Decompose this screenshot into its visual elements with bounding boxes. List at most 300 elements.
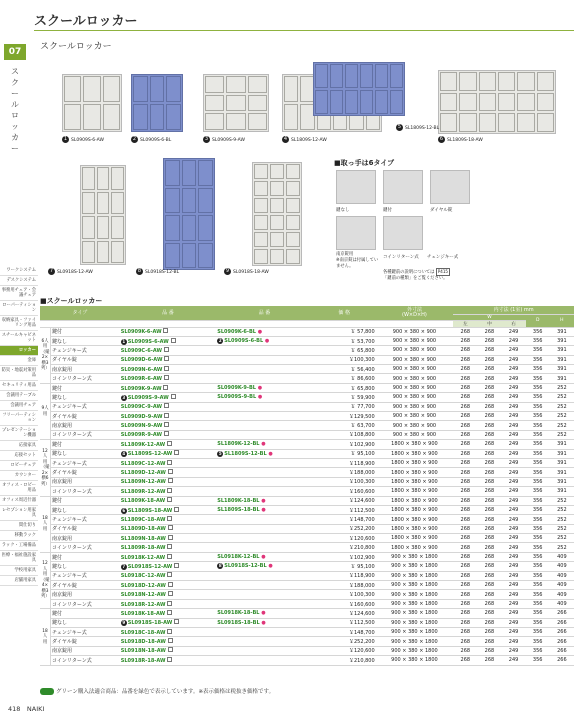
table-row <box>40 637 574 646</box>
type-cell: 鍵なし <box>50 449 119 458</box>
group-label: 6人用（縦2×横3列） <box>40 327 50 383</box>
table-row <box>40 393 574 402</box>
inner-h-cell: 391 <box>550 440 574 449</box>
type-cell: コインリターン式 <box>50 374 119 383</box>
code-bl-cell <box>216 581 313 590</box>
nav-item[interactable]: オフィス・ロビー用品 <box>0 481 38 496</box>
code-bl-cell <box>216 524 313 533</box>
code-bl-cell <box>216 515 313 524</box>
nav-item[interactable]: 医療・福祉施設家具 <box>0 551 38 566</box>
price-cell: ￥120,600 <box>313 534 376 543</box>
handle-label-change: チェンジキー式 <box>427 255 459 260</box>
nav-item[interactable]: 間仕切り <box>0 521 38 531</box>
inner-m-cell: 268 <box>477 477 501 486</box>
inner-l-cell: 268 <box>453 430 477 439</box>
new-mark-icon: ● <box>261 507 266 514</box>
nav-item[interactable]: スチールキャビネット <box>0 331 38 346</box>
checkbox-icon <box>164 422 169 427</box>
nav-item[interactable]: 金庫 <box>0 356 38 366</box>
inner-m-cell: 268 <box>477 543 501 552</box>
inner-r-cell: 249 <box>502 543 526 552</box>
locker-photo-7 <box>80 165 126 265</box>
type-cell: 鍵なし <box>50 618 119 627</box>
dims-cell: 900 × 380 × 1800 <box>376 618 454 627</box>
type-cell: 鍵付 <box>50 552 119 561</box>
inner-r-cell: 249 <box>502 571 526 580</box>
inner-l-cell: 268 <box>453 637 477 646</box>
inner-d-cell: 356 <box>526 496 550 505</box>
inner-l-cell: 268 <box>453 421 477 430</box>
inner-h-cell: 409 <box>550 590 574 599</box>
inner-r-cell: 249 <box>502 637 526 646</box>
code-aw-cell: 1 SL0909S-6-AW <box>120 336 217 345</box>
table-row <box>40 543 574 552</box>
code-aw-cell: SL1809N-18-AW <box>120 534 217 543</box>
new-mark-icon: ● <box>261 619 266 626</box>
inner-m-cell: 268 <box>477 646 501 655</box>
price-cell: ￥ 63,700 <box>313 421 376 430</box>
inner-h-cell: 252 <box>550 383 574 392</box>
inner-m-cell: 268 <box>477 496 501 505</box>
inner-l-cell: 268 <box>453 590 477 599</box>
checkbox-icon <box>164 356 169 361</box>
inner-d-cell: 356 <box>526 571 550 580</box>
group-label: 12人用（縦2×横6列） <box>40 440 50 496</box>
nav-item[interactable]: 応接セット <box>0 451 38 461</box>
inner-r-cell: 249 <box>502 402 526 411</box>
checkbox-icon <box>168 647 173 652</box>
code-aw-cell: SL0909C-9-AW <box>120 402 217 411</box>
group-label: 18人用 <box>40 496 50 552</box>
inner-d-cell: 356 <box>526 637 550 646</box>
inner-h-cell: 252 <box>550 421 574 430</box>
chapter-vertical-label: スクールロッカー <box>11 67 19 153</box>
code-bl-cell <box>216 628 313 637</box>
inner-h-cell: 252 <box>550 543 574 552</box>
inner-r-cell: 249 <box>502 505 526 514</box>
new-mark-icon: ● <box>257 394 263 401</box>
dims-cell: 900 × 380 × 1800 <box>376 562 454 571</box>
inner-r-cell: 249 <box>502 393 526 402</box>
table-row <box>40 402 574 411</box>
inner-h-cell: 266 <box>550 656 574 665</box>
table-row <box>40 440 574 449</box>
code-bl-cell <box>216 487 313 496</box>
nav-item[interactable]: 事務用チェア・会議チェア <box>0 286 38 301</box>
title-rule <box>34 30 574 31</box>
dims-cell: 1800 × 380 × 900 <box>376 524 454 533</box>
table-row <box>40 468 574 477</box>
nav-item[interactable]: 会議用テーブル <box>0 391 38 401</box>
green-purchase-note: グリーン購入法適合商品：品番を緑色で表示しています。※表示価格は税抜き価格です。 <box>40 687 274 695</box>
type-cell: コインリターン式 <box>50 543 119 552</box>
inner-m-cell: 268 <box>477 412 501 421</box>
nav-item[interactable]: 店舗用家具 <box>0 576 38 586</box>
price-cell: ￥188,000 <box>313 581 376 590</box>
code-aw-cell: SL0918C-18-AW <box>120 628 217 637</box>
inner-d-cell: 356 <box>526 440 550 449</box>
type-cell: 南京錠用 <box>50 534 119 543</box>
nav-item[interactable]: レセプション用家具 <box>0 506 38 521</box>
header-h: H <box>550 314 574 327</box>
inner-h-cell: 391 <box>550 468 574 477</box>
inner-d-cell: 356 <box>526 524 550 533</box>
section-title: スクールロッカー <box>40 42 112 52</box>
table-row <box>40 656 574 665</box>
table-row <box>40 458 574 467</box>
checkbox-icon <box>167 516 172 521</box>
inner-h-cell: 252 <box>550 412 574 421</box>
inner-d-cell: 356 <box>526 581 550 590</box>
inner-h-cell: 391 <box>550 374 574 383</box>
nav-item[interactable]: 収納家具・ファイリング用品 <box>0 316 38 331</box>
code-aw-cell: SL0909N-6-AW <box>120 365 217 374</box>
inner-l-cell: 268 <box>453 402 477 411</box>
header-code-aw: 品 番 <box>120 306 217 320</box>
inner-d-cell: 356 <box>526 346 550 355</box>
code-bl-cell: SL1809K-12-BL ● <box>216 440 313 449</box>
code-aw-cell: SL0909N-9-AW <box>120 421 217 430</box>
category-index <box>0 266 38 586</box>
type-cell: コインリターン式 <box>50 487 119 496</box>
new-mark-icon: ● <box>257 385 263 392</box>
chapter-number: 07 <box>4 44 26 60</box>
inner-l-cell: 268 <box>453 374 477 383</box>
inner-l-cell: 268 <box>453 543 477 552</box>
inner-h-cell: 391 <box>550 487 574 496</box>
inner-d-cell: 356 <box>526 383 550 392</box>
inner-m-cell: 268 <box>477 524 501 533</box>
code-aw-cell: SL0909D-6-AW <box>120 355 217 364</box>
nav-item[interactable]: ロビーチェア <box>0 461 38 471</box>
code-aw-cell: SL0918K-18-AW <box>120 609 217 618</box>
inner-l-cell: 268 <box>453 599 477 608</box>
type-cell: ダイヤル錠 <box>50 355 119 364</box>
inner-r-cell: 249 <box>502 628 526 637</box>
code-aw-cell: 9 SL0918S-18-AW <box>120 618 217 627</box>
dims-cell: 1800 × 380 × 900 <box>376 496 454 505</box>
checkbox-icon <box>168 525 173 530</box>
inner-h-cell: 391 <box>550 449 574 458</box>
checkbox-icon <box>167 610 172 615</box>
nav-item[interactable]: 会議用チェア <box>0 401 38 411</box>
type-cell: 南京錠用 <box>50 590 119 599</box>
lock-reference-note: 各種鍵前の説明については P415 「鍵前の種類」をご覧ください。 <box>383 269 448 281</box>
table-row <box>40 609 574 618</box>
checkbox-icon <box>167 601 172 606</box>
table-row <box>40 421 574 430</box>
inner-m-cell: 268 <box>477 656 501 665</box>
price-cell: ￥ 57,800 <box>313 327 376 336</box>
inner-m-cell: 268 <box>477 336 501 345</box>
header-d: D <box>526 314 550 327</box>
type-cell: ダイヤル錠 <box>50 581 119 590</box>
new-mark-icon: ● <box>268 450 273 457</box>
inner-m-cell: 268 <box>477 618 501 627</box>
inner-l-cell: 268 <box>453 628 477 637</box>
inner-r-cell: 249 <box>502 412 526 421</box>
type-cell: 南京錠用 <box>50 646 119 655</box>
dims-cell: 900 × 380 × 900 <box>376 346 454 355</box>
table-row <box>40 515 574 524</box>
nav-item[interactable]: カウンター <box>0 471 38 481</box>
price-cell: ￥118,900 <box>313 571 376 580</box>
table-row <box>40 374 574 383</box>
inner-d-cell: 356 <box>526 618 550 627</box>
inner-m-cell: 268 <box>477 590 501 599</box>
code-aw-cell: 4 SL1809S-12-AW <box>120 449 217 458</box>
nav-item[interactable]: オフィス周辺什器 <box>0 496 38 506</box>
nav-item[interactable]: セキュリティ用品 <box>0 381 38 391</box>
type-cell: 鍵付 <box>50 327 119 336</box>
inner-r-cell: 249 <box>502 440 526 449</box>
checkbox-icon <box>164 431 169 436</box>
inner-h-cell: 266 <box>550 628 574 637</box>
caption-7: 7 SL0918S-12-AW <box>49 268 93 275</box>
code-bl-cell <box>216 355 313 364</box>
price-cell: ￥129,500 <box>313 412 376 421</box>
dims-cell: 900 × 380 × 1800 <box>376 656 454 665</box>
dims-cell: 900 × 380 × 900 <box>376 374 454 383</box>
dims-cell: 1800 × 380 × 900 <box>376 449 454 458</box>
dims-cell: 900 × 380 × 900 <box>376 393 454 402</box>
table-row <box>40 628 574 637</box>
caption-1: 1 SL0909S-6-AW <box>63 136 104 143</box>
price-cell: ￥100,300 <box>313 590 376 599</box>
code-bl-cell <box>216 468 313 477</box>
table-row <box>40 449 574 458</box>
code-bl-cell: SL0909K-6-BL ● <box>216 327 313 336</box>
dims-cell: 1800 × 380 × 900 <box>376 534 454 543</box>
inner-m-cell: 268 <box>477 609 501 618</box>
header-mid: 中 <box>477 320 501 327</box>
nav-item[interactable]: 防災・地震対策用品 <box>0 366 38 381</box>
table-row <box>40 412 574 421</box>
header-right: 右 <box>502 320 526 327</box>
header-w: W <box>453 314 525 320</box>
inner-d-cell: 356 <box>526 609 550 618</box>
inner-m-cell: 268 <box>477 637 501 646</box>
price-cell: ￥ 59,900 <box>313 393 376 402</box>
code-aw-cell: SL0909R-9-AW <box>120 430 217 439</box>
checkbox-icon <box>167 441 172 446</box>
locker-photo-3 <box>203 74 269 132</box>
dims-cell: 900 × 380 × 900 <box>376 365 454 374</box>
code-aw-cell: SL1809R-18-AW <box>120 543 217 552</box>
inner-r-cell: 249 <box>502 468 526 477</box>
inner-d-cell: 356 <box>526 515 550 524</box>
checkbox-icon <box>167 460 172 465</box>
brand-name: NAIKI <box>26 705 45 713</box>
code-aw-cell: SL0918D-18-AW <box>120 637 217 646</box>
price-cell: ￥124,600 <box>313 609 376 618</box>
nav-item[interactable]: 移動ラック <box>0 531 38 541</box>
dims-cell: 900 × 380 × 1800 <box>376 628 454 637</box>
table-row <box>40 365 574 374</box>
type-cell: 鍵なし <box>50 505 119 514</box>
inner-l-cell: 268 <box>453 524 477 533</box>
nav-item[interactable]: ラック・工場備品 <box>0 541 38 551</box>
price-cell: ￥148,700 <box>313 515 376 524</box>
code-bl-cell <box>216 599 313 608</box>
checkbox-icon <box>167 657 172 662</box>
inner-m-cell: 268 <box>477 421 501 430</box>
checkbox-icon <box>164 413 169 418</box>
code-aw-cell: SL0918N-12-AW <box>120 590 217 599</box>
price-cell: ￥100,300 <box>313 477 376 486</box>
code-bl-cell: SL1809S-18-BL ● <box>216 505 313 514</box>
dims-cell: 900 × 380 × 900 <box>376 327 454 336</box>
inner-l-cell: 268 <box>453 618 477 627</box>
inner-h-cell: 391 <box>550 327 574 336</box>
inner-l-cell: 268 <box>453 355 477 364</box>
type-cell: 鍵付 <box>50 609 119 618</box>
checkbox-icon <box>167 544 172 549</box>
inner-d-cell: 356 <box>526 646 550 655</box>
code-aw-cell: SL1809D-12-AW <box>120 468 217 477</box>
nav-item[interactable]: プレゼンテーション機器 <box>0 426 38 441</box>
caption-6: 6 SL1809S-18-AW <box>439 136 483 143</box>
checkbox-icon <box>168 535 173 540</box>
checkbox-icon <box>174 507 179 512</box>
handle-keyless-image <box>336 170 376 204</box>
inner-m-cell: 268 <box>477 468 501 477</box>
code-bl-cell <box>216 374 313 383</box>
inner-l-cell: 268 <box>453 327 477 336</box>
inner-m-cell: 268 <box>477 458 501 467</box>
inner-h-cell: 252 <box>550 524 574 533</box>
inner-l-cell: 268 <box>453 393 477 402</box>
inner-m-cell: 268 <box>477 355 501 364</box>
inner-m-cell: 268 <box>477 505 501 514</box>
code-bl-cell <box>216 477 313 486</box>
table-row <box>40 496 574 505</box>
checkbox-icon <box>163 385 168 390</box>
inner-h-cell: 252 <box>550 534 574 543</box>
inner-h-cell: 252 <box>550 496 574 505</box>
green-mark-icon <box>40 688 54 695</box>
price-cell: ￥ 95,100 <box>313 449 376 458</box>
header-code-bl: 品 番 <box>216 306 313 320</box>
code-aw-cell: SL0918R-18-AW <box>120 656 217 665</box>
checkbox-icon <box>171 394 176 399</box>
inner-d-cell: 356 <box>526 543 550 552</box>
inner-r-cell: 249 <box>502 562 526 571</box>
checkbox-icon <box>168 591 173 596</box>
group-label: 9人用 <box>40 383 50 439</box>
group-label: 12人用（縦4×横3列） <box>40 552 50 608</box>
type-cell: チェンジキー式 <box>50 346 119 355</box>
dims-cell: 1800 × 380 × 900 <box>376 458 454 467</box>
code-bl-cell: SL0909K-9-BL ● <box>216 383 313 392</box>
nav-item[interactable]: 応接家具 <box>0 441 38 451</box>
caption-3: 3 SL0909S-9-AW <box>204 136 245 143</box>
inner-r-cell: 249 <box>502 552 526 561</box>
dims-cell: 900 × 380 × 1800 <box>376 646 454 655</box>
code-bl-cell: SL0918K-12-BL ● <box>216 552 313 561</box>
code-bl-cell: 5 SL1809S-12-BL ● <box>216 449 313 458</box>
price-cell: ￥ 53,700 <box>313 336 376 345</box>
dims-cell: 1800 × 380 × 900 <box>376 543 454 552</box>
code-bl-cell <box>216 346 313 355</box>
inner-l-cell: 268 <box>453 449 477 458</box>
type-cell: コインリターン式 <box>50 430 119 439</box>
inner-h-cell: 409 <box>550 552 574 561</box>
inner-d-cell: 356 <box>526 374 550 383</box>
inner-h-cell: 391 <box>550 365 574 374</box>
inner-r-cell: 249 <box>502 581 526 590</box>
page-number: 418 <box>8 705 21 713</box>
page-title: スクールロッカー <box>34 14 138 29</box>
inner-d-cell: 356 <box>526 430 550 439</box>
code-aw-cell: SL1809R-12-AW <box>120 487 217 496</box>
price-cell: ￥ 65,800 <box>313 346 376 355</box>
inner-r-cell: 249 <box>502 534 526 543</box>
type-cell: チェンジキー式 <box>50 402 119 411</box>
dims-cell: 900 × 380 × 900 <box>376 383 454 392</box>
padlock-note: 南京錠用 ※南京錠は付属していません。 <box>336 252 379 269</box>
inner-r-cell: 249 <box>502 365 526 374</box>
code-aw-cell: SL1809K-12-AW <box>120 440 217 449</box>
price-cell: ￥ 95,100 <box>313 562 376 571</box>
checkbox-icon <box>164 347 169 352</box>
type-cell: チェンジキー式 <box>50 628 119 637</box>
inner-l-cell: 268 <box>453 412 477 421</box>
inner-r-cell: 249 <box>502 327 526 336</box>
dims-cell: 1800 × 380 × 900 <box>376 487 454 496</box>
nav-item[interactable]: 学校用家具 <box>0 566 38 576</box>
inner-r-cell: 249 <box>502 496 526 505</box>
nav-item[interactable]: ロッカー <box>0 346 38 356</box>
dims-cell: 1800 × 380 × 900 <box>376 440 454 449</box>
code-aw-cell: SL0909D-9-AW <box>120 412 217 421</box>
code-aw-cell: SL1809C-18-AW <box>120 515 217 524</box>
inner-m-cell: 268 <box>477 552 501 561</box>
nav-item[interactable]: ワークシステム <box>0 266 38 276</box>
inner-h-cell: 409 <box>550 581 574 590</box>
inner-d-cell: 356 <box>526 552 550 561</box>
nav-item[interactable]: デスクシステム <box>0 276 38 286</box>
price-cell: ￥118,900 <box>313 458 376 467</box>
dims-cell: 900 × 380 × 900 <box>376 402 454 411</box>
code-aw-cell: SL1809C-12-AW <box>120 458 217 467</box>
caption-8: 8 SL0918S-12-BL <box>137 268 180 275</box>
inner-h-cell: 409 <box>550 562 574 571</box>
code-aw-cell: SL0918D-12-AW <box>120 581 217 590</box>
checkbox-icon <box>164 403 169 408</box>
type-cell: ダイヤル錠 <box>50 468 119 477</box>
inner-l-cell: 268 <box>453 468 477 477</box>
locker-photo-8 <box>163 158 215 270</box>
inner-m-cell: 268 <box>477 628 501 637</box>
type-cell: 鍵付 <box>50 383 119 392</box>
nav-item[interactable]: フリーパーティション <box>0 411 38 426</box>
type-cell: 南京錠用 <box>50 421 119 430</box>
inner-d-cell: 356 <box>526 449 550 458</box>
code-aw-cell: SL1809K-18-AW <box>120 496 217 505</box>
page-reference[interactable]: P415 <box>437 269 448 274</box>
inner-l-cell: 268 <box>453 487 477 496</box>
inner-r-cell: 249 <box>502 618 526 627</box>
code-aw-cell: SL0918K-12-AW <box>120 552 217 561</box>
type-cell: ダイヤル錠 <box>50 524 119 533</box>
table-row <box>40 383 574 392</box>
code-bl-cell <box>216 646 313 655</box>
inner-l-cell: 268 <box>453 505 477 514</box>
inner-l-cell: 268 <box>453 383 477 392</box>
code-aw-cell: SL0918C-12-AW <box>120 571 217 580</box>
nav-item[interactable]: ローパーティション <box>0 301 38 316</box>
